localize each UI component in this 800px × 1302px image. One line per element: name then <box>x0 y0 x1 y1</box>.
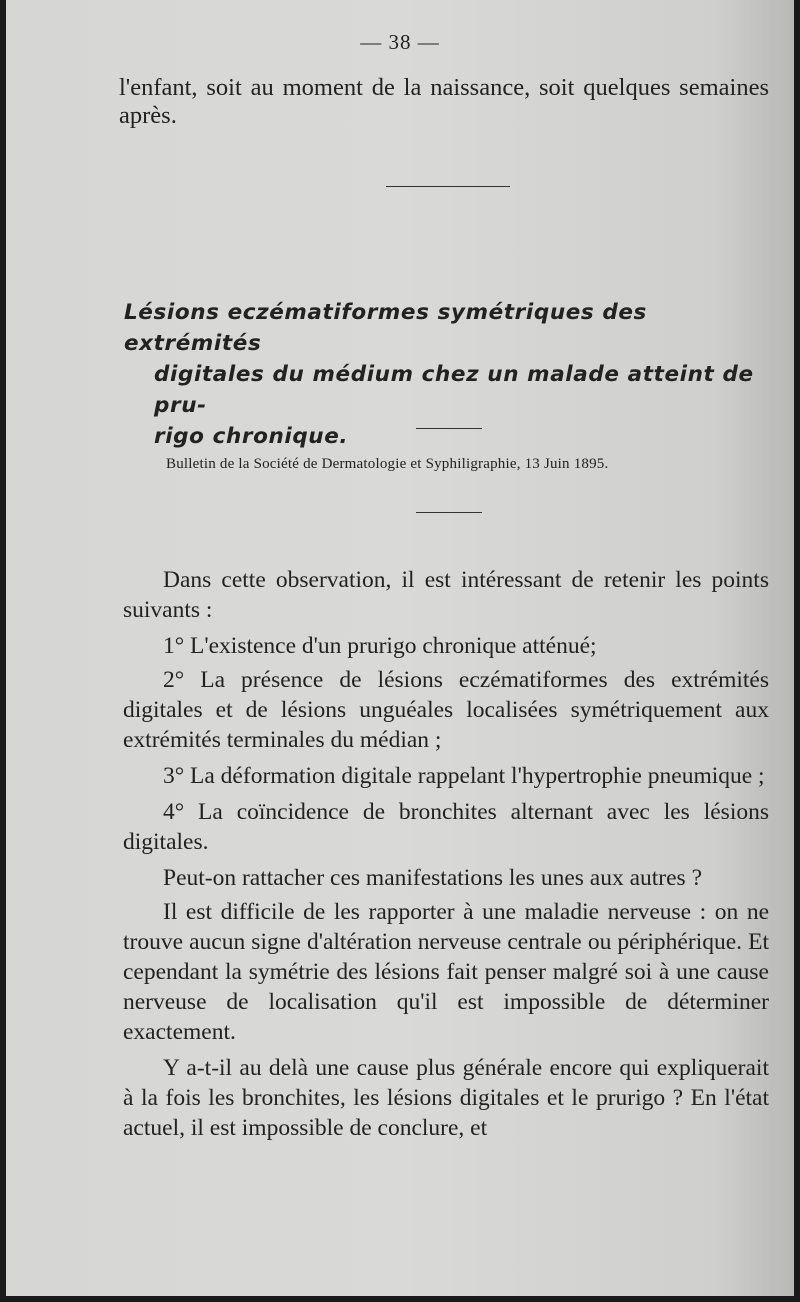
book-page <box>6 0 794 1296</box>
divider-rule <box>386 186 510 187</box>
list-item: 3° La déformation digitale rappelant l'hypertrophie pneumique ; <box>163 763 765 789</box>
bulletin-reference: Bulletin de la Société de Dermatologie et Syphiligraphie, 13 Juin 1895. <box>166 456 609 472</box>
section-title-line: Lésions eczématiformes symétriques des extrémités <box>124 300 647 356</box>
paragraph: Il est difficile de les rapporter à une maladie nerveuse : on ne trouve aucun signe d'altération nerveuse centrale ou périphérique. Et cependant la symétrie des lésions fait penser malgré soi à une cause nerveuse de localisation qu'il est impossible de déterminer exactement. <box>123 899 769 1045</box>
body-text <box>123 565 769 1149</box>
divider-rule <box>416 428 482 429</box>
list-item: 2° La présence de lésions eczématiformes des extrémités digitales et de lésions unguéales localisées symétriquement aux extrémités terminales du médian ; <box>123 667 769 753</box>
list-item: 4° La coïncidence de bronchites alternant avec les lésions digitales. <box>123 799 769 855</box>
list-item: 1° L'existence d'un prurigo chronique atténué; <box>163 633 597 659</box>
intro-text: l'enfant, soit au moment de la naissance, soit quelques semaines après. <box>119 74 769 129</box>
paragraph: Y a-t-il au delà une cause plus générale encore qui expliquerait à la fois les bronchites, les lésions digitales et le prurigo ? En l'état actuel, il est impossible de conclure, et <box>123 1055 769 1141</box>
paragraph: Peut-on rattacher ces manifestations les unes aux autres ? <box>163 865 702 891</box>
section-title-line: digitales du médium chez un malade atteint de pru- <box>154 362 754 418</box>
paragraph: Dans cette observation, il est intéressant de retenir les points suivants : <box>123 567 769 623</box>
section-title-line: rigo chronique. <box>154 424 349 449</box>
intro-paragraph <box>119 74 769 130</box>
page-number: — 38 — <box>360 30 440 54</box>
divider-rule <box>416 512 482 513</box>
